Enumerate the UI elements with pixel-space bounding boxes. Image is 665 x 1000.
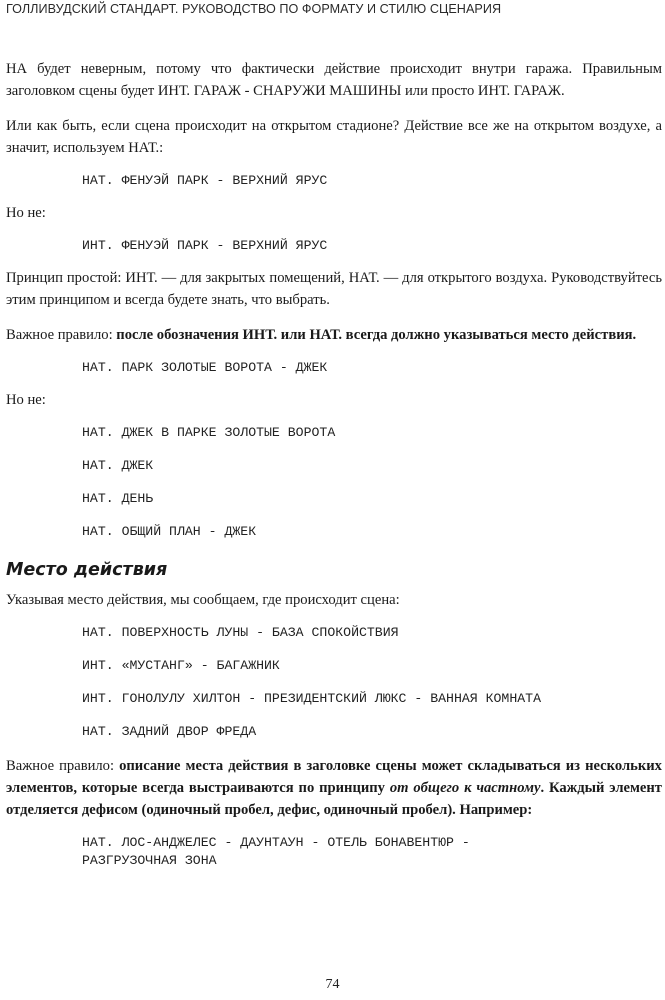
rule-bold-text-end: . Каждый элемент отделяется дефисом (одиночный пробел, дефис, одиночный пробел). Например:: [6, 780, 662, 818]
slugline-wrong-example: НАТ. ДЕНЬ: [82, 491, 154, 506]
paragraph-principle: Принцип простой: ИНТ. — для закрытых помещений, НАТ. — для открытого воздуха. Руководствуйтесь этим принципом и всегда будете знать, что выбрать.: [6, 270, 662, 308]
rule-lead: Важное правило:: [6, 758, 120, 774]
paragraph-garage: НА будет неверным, потому что фактически действие происходит внутри гаража. Правильным заголовком сцены будет ИНТ. ГАРАЖ - СНАРУЖИ МАШИНЫ или просто ИНТ. ГАРАЖ.: [6, 61, 662, 99]
paragraph-but-not: Но не:: [6, 205, 46, 221]
slugline-example: НАТ. ЗАДНИЙ ДВОР ФРЕДА: [82, 724, 257, 739]
rule-lead: Важное правило:: [6, 327, 117, 343]
rule-bold-text: описание места действия в заголовке сцены может складываться из нескольких элементов, которые всегда выстраиваются по принципу: [6, 758, 662, 796]
slugline-wrong-example: ИНТ. ФЕНУЭЙ ПАРК - ВЕРХНИЙ ЯРУС: [82, 238, 328, 253]
slugline-multi-element: [82, 834, 662, 870]
paragraph-stadium: Или как быть, если сцена происходит на открытом стадионе? Действие все же на открытом воздухе, а значит, используем НАТ.:: [6, 118, 662, 156]
slugline-example: НАТ. ПОВЕРХНОСТЬ ЛУНЫ - БАЗА СПОКОЙСТВИЯ: [82, 625, 399, 640]
slugline-example: НАТ. ПАРК ЗОЛОТЫЕ ВОРОТА - ДЖЕК: [82, 360, 328, 375]
slugline-line: РАЗГРУЗОЧНАЯ ЗОНА: [82, 853, 217, 868]
running-header: ГОЛЛИВУДСКИЙ СТАНДАРТ. РУКОВОДСТВО ПО ФОРМАТУ И СТИЛЮ СЦЕНАРИЯ: [6, 2, 502, 16]
rule-bold-text: после обозначения ИНТ. или НАТ. всегда должно указываться место действия.: [116, 327, 637, 343]
slugline-line: НАТ. ЛОС-АНДЖЕЛЕС - ДАУНТАУН - ОТЕЛЬ БОНАВЕНТЮР -: [82, 835, 470, 850]
rule-bold-italic-text: от общего к частному: [389, 780, 541, 796]
slugline-example: ИНТ. «МУСТАНГ» - БАГАЖНИК: [82, 658, 280, 673]
slugline-wrong-example: НАТ. ОБЩИЙ ПЛАН - ДЖЕК: [82, 524, 257, 539]
paragraph-rule-order: [6, 755, 662, 821]
paragraph-rule-location: [6, 324, 662, 346]
slugline-wrong-example: НАТ. ДЖЕК В ПАРКЕ ЗОЛОТЫЕ ВОРОТА: [82, 425, 336, 440]
section-heading: Место действия: [6, 560, 168, 580]
slugline-example: НАТ. ФЕНУЭЙ ПАРК - ВЕРХНИЙ ЯРУС: [82, 173, 328, 188]
paragraph-location-intro: Указывая место действия, мы сообщаем, где происходит сцена:: [6, 592, 400, 608]
slugline-wrong-example: НАТ. ДЖЕК: [82, 458, 154, 473]
paragraph-but-not: Но не:: [6, 392, 46, 408]
page-body: [6, 58, 662, 882]
page-number: 74: [325, 977, 340, 992]
slugline-example: ИНТ. ГОНОЛУЛУ ХИЛТОН - ПРЕЗИДЕНТСКИЙ ЛЮКС - ВАННАЯ КОМНАТА: [82, 691, 541, 706]
